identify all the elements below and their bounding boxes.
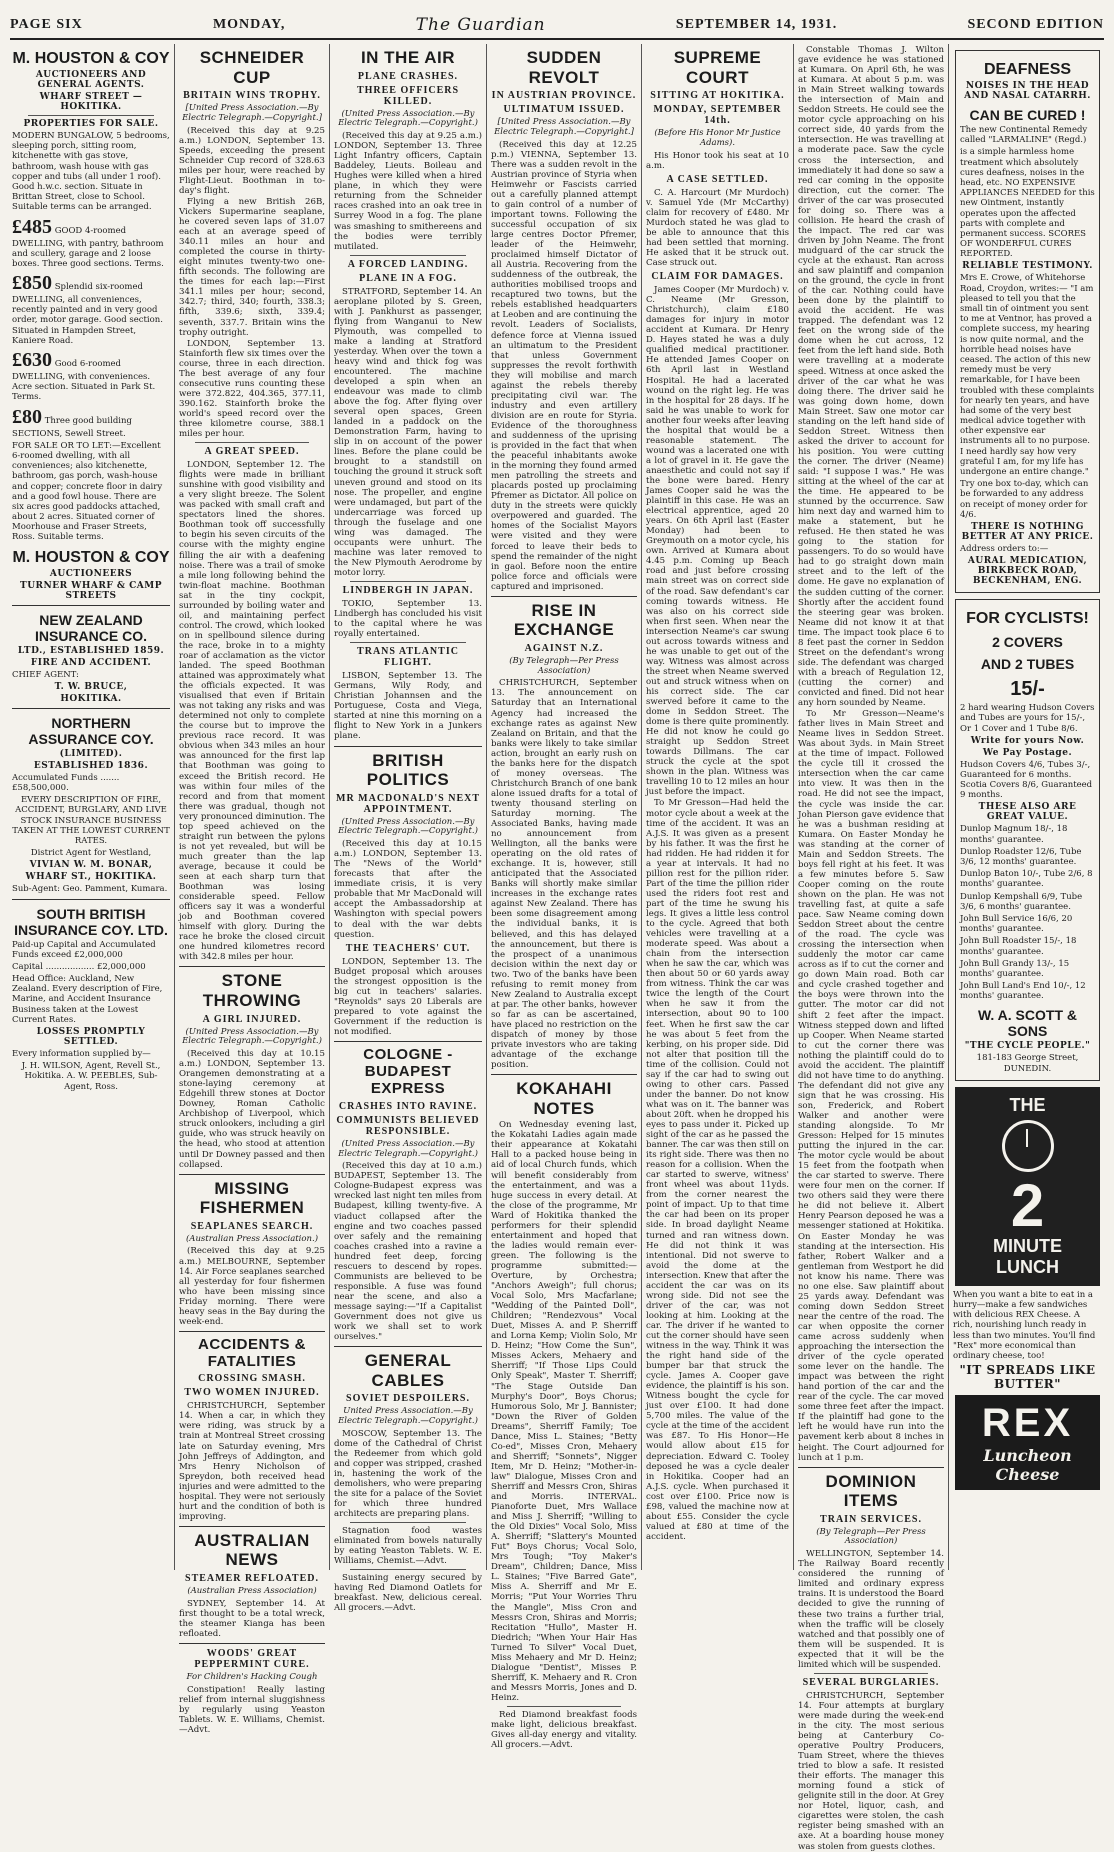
- subhead-speed: A GREAT SPEED.: [204, 446, 300, 458]
- article-text: CHRISTCHURCH, September 14. Four attempts at burglary were made during the week-end in the city. The most serious being at Canterbury Co-operative Poultry Producers, Tuam Street, where the thieves tried to blow a safe. It resisted their efforts. The manager this morning found a stick of gelignite still in the door. At Grey nor Hotel, liquor, cash, and cigarettes were stolen, the cash register being smashed with an axe. At a boarding house money was stolen from guests clothes.: [798, 1690, 944, 1852]
- subhead-trans: TRANS ATLANTIC FLIGHT.: [357, 646, 459, 669]
- deafness-try: Try one box to-day, which can be forwarded to any address on receipt of money order for 4/6.: [960, 479, 1089, 520]
- subhead-stone: A GIRL INJURED.: [202, 1013, 302, 1025]
- cyclists-tubes: AND 2 TUBES: [980, 656, 1075, 673]
- article-text: (Received this day at 10 a.m.) BUDAPEST, September 13. The Cologne-Budapest express was wrecked last night ten miles from Budapest, killing twenty-five. A viaduct collapsed after the engine and two coaches passed over safely and the remaining coaches crashed into a ravine a hundred feet deep, forcing rescuers to descend by ropes. Communists are believed to be responsible. A fuse was found near the scene, and also a message saying:—"If a Capitalist Government does not give us work we shall set to work ourselves.": [334, 1161, 482, 1343]
- paper-title: The Guardian: [415, 15, 546, 35]
- northern-agent: VIVIAN W. M. BONAR,: [29, 860, 153, 871]
- ad-woods-title: WOODS' GREAT PEPPERMINT CURE.: [194, 1647, 310, 1670]
- article-text: (Received this day at 9.25 a.m.) LONDON, September 13. Speeds, exceeding the present Schneider Cup record of 328.63 miles per hour, were reached by Flight-Lieut. Boothman in to-day's flight.: [179, 125, 325, 196]
- deafness-noises: NOISES IN THE HEAD AND NASAL CATARRH.: [964, 81, 1091, 101]
- subhead-fog: PLANE IN A FOG.: [359, 272, 457, 284]
- houston-auctioneers: AUCTIONEERS AND GENERAL AGENTS.: [35, 70, 147, 90]
- source-line: United Press Association.—By Electric Telegraph.—Copyright.): [338, 1406, 478, 1426]
- tyre-item: John Bull Roadster 15/-, 18 months' guarantee.: [960, 936, 1077, 957]
- cyclists-also: THESE ALSO ARE GREAT VALUE.: [978, 802, 1077, 823]
- cyclists-hard: 2 hard wearing Hudson Covers and Tubes are yours for 15/-, Or 1 Cover and 1 Tube 8/6.: [960, 703, 1095, 734]
- source-line: [United Press Association.—By Electric Telegraph.—Copyright.]: [494, 117, 634, 137]
- spreads-tagline: "IT SPREADS LIKE BUTTER": [959, 1363, 1096, 1392]
- cyclists-title: FOR CYCLISTS!: [966, 610, 1089, 628]
- scott-address: 181-183 George Street, DUNEDIN.: [976, 1053, 1079, 1074]
- houston-auctioneers-2: AUCTIONEERS: [49, 568, 133, 579]
- northern-every: EVERY DESCRIPTION OF FIRE, ACCIDENT, BURGLARY, AND LIVE STOCK INSURANCE BUSINESS TAKEN AT THE LOWEST CURRENT RATES.: [12, 795, 170, 846]
- subhead-burglaries: SEVERAL BURGLARIES.: [802, 1676, 940, 1688]
- subhead-train: TRAIN SERVICES.: [820, 1513, 922, 1525]
- article-text: STRATFORD, September 14. An aeroplane piloted by S. Green, with J. Pankhurst as passenger, flying from Wanganui to New Plymouth, was compelled to make a landing at Stratford yesterday. When over the town a heavy wind and thick fog was encountered. The machine developed a spin when an endeavour was made to climb above the fog. After flying over several open spaces, Green landed in a paddock on the Demonstration Farm, having to slip in on account of the power lines. Before the plane could be brought to a standstill on touching the ground it struck soft uneven ground and stood on its nose. The propeller, and engine were undamaged, but part of the undercarriage was forced up through the fuselage and one wing was damaged. The occupants were unhurt. The machine was later removed to the New Plymouth Aerodrome by motor lorry.: [334, 286, 482, 578]
- tyre-item: John Bull Land's End 10/-, 12 months' guarantee.: [960, 981, 1086, 1002]
- clock-icon: [1002, 1120, 1054, 1172]
- ad-woods-text: Constipation! Really lasting relief from internal sluggishness by regularly using Yeaston Tablets. W. E. Williams, Chemist.—Advt.: [179, 1684, 325, 1735]
- headline-politics: BRITISH POLITICS: [366, 750, 450, 790]
- northern-established: ESTABLISHED 1836.: [33, 760, 149, 771]
- day: MONDAY,: [212, 17, 286, 32]
- south-british-capital: Capital .................. £2,000,000: [12, 961, 146, 972]
- nz-insurance-established: LTD., ESTABLISHED 1859.: [17, 645, 165, 656]
- article-text: (Received this day at 10.15 a.m.) LONDON, September 13. Orangemen demonstrating at a stone-laying ceremony at Edgehill threw stones at Doctor Downey, Roman Catholic Archbishop of Liverpool, which struck onlookers, including a girl guide, who was struck heavily on the head, who stood at attention until Dr Downey passed and then collapsed.: [179, 1049, 325, 1170]
- losses-settled: LOSSES PROMPTLY SETTLED.: [36, 1027, 146, 1047]
- lunch-minute: MINUTE: [993, 1235, 1062, 1256]
- subhead-ravine: CRASHES INTO RAVINE.: [338, 1100, 478, 1112]
- subhead-ultimatum: ULTIMATUM ISSUED.: [503, 104, 625, 116]
- article-text: C. A. Harcourt (Mr Murdoch) v. Samuel Yde (Mr McCarthy) claim for recovery of £480. Mr Murdoch stated he was glad to be able to announce that this had been settled that morning. He asked that it be struck out. Case struck out.: [646, 187, 789, 269]
- page-number: PAGE SIX: [10, 17, 83, 32]
- deafness-reliable: RELIABLE TESTIMONY.: [962, 261, 1093, 272]
- headline-dominion: DOMINION ITEMS: [825, 1471, 917, 1511]
- listing-80: £80 Three good building SECTIONS, Sewell Street.: [12, 405, 132, 439]
- houston-title-2: M. HOUSTON & COY: [12, 548, 170, 566]
- edition: SECOND EDITION: [967, 17, 1104, 32]
- subhead-austrian: IN AUSTRIAN PROVINCE.: [491, 90, 637, 102]
- scott-tagline: "THE CYCLE PEOPLE.": [964, 1041, 1091, 1052]
- cyclists-ad: [955, 599, 1100, 1081]
- deafness-testimony: Mrs E. Crowe, of Whitehorse Road, Croydon, writes:— "I am pleased to tell you that the small tin of ointment you sent to me at Ventnor, has proved a complete success, my hearing is now quite normal, and the horrible head noises have ceased. The action of this new remedy must be very remarkable, for I have been troubled with these complaints for nearly ten years, and have had some of the very best medical advice together with other expensive ear instruments all to no purpose. I need hardly say how very grateful I am, for my life has undergone an entire change.": [960, 273, 1095, 477]
- source-line: (United Press Association.—By Electric Telegraph.—Copyright.): [338, 1138, 478, 1159]
- masthead: [10, 14, 1104, 36]
- column-6: [793, 44, 948, 1852]
- subhead-communists: COMMUNISTS BELIEVED RESPONSIBLE.: [336, 1114, 480, 1137]
- houston-title: M. HOUSTON & COY: [12, 50, 170, 67]
- for-sale-or-let: FOR SALE OR TO LET:—Excellent 6-roomed dwelling, with all conveniences; also kitchenette, bathroom, gas porch, wash-house and copper; concrete floor in dairy and a good fowl house. There are six acres good paddocks attached, about 2 acres. Situated corner of Moorhouse and Fraser Streets, Ross. Suitable terms.: [12, 440, 163, 543]
- masthead-rule: [10, 38, 1104, 40]
- lunch-two: 2: [1010, 1171, 1045, 1239]
- deafness-ad: [955, 50, 1100, 593]
- column-4: [486, 44, 641, 1751]
- cyclists-write: Write for yours Now.: [970, 735, 1085, 746]
- subhead-claim: CLAIM FOR DAMAGES.: [651, 271, 784, 283]
- subhead-missing: SEAPLANES SEARCH.: [190, 1220, 314, 1232]
- south-british-headoffice: Head Office: Auckland, New Zealand. Every description of Fire, Marine, and Accident Insurance Business taken at the Lowest Current Rates.: [12, 974, 163, 1025]
- listing-630: £630 Good 6-roomed DWELLING, with conveniences. Acre section. Situated in Park St. Terms.: [12, 349, 156, 403]
- subhead-before: (Before His Honor Mr Justice Adams).: [654, 128, 781, 148]
- deafness-title: DEAFNESS: [983, 61, 1072, 78]
- headline-exchange: RISE IN EXCHANGE: [513, 600, 615, 640]
- headline-accidents: ACCIDENTS & FATALITIES: [197, 1335, 306, 1371]
- source-line: (Australian Press Association): [187, 1586, 317, 1596]
- headline-schneider: SCHNEIDER CUP: [199, 48, 305, 87]
- article-text: (Received this day at 9.25 a.m.) LONDON, September 13. Three Light Infantry officers, Captain Baddeley, Lieuts. Boileau and Hughes were killed when a hired plane, in which they were returning from the Schneider races crashed into an oak tree in Surrey Wood in a fog. The plane was smashing to smithereens and the bodies were terribly mutilated.: [334, 131, 482, 252]
- chief-agent-label: CHIEF AGENT:: [12, 669, 79, 680]
- wilson-agent: J. H. WILSON, Agent, Revell St., Hokitika. A. W. PEEBLES, Sub-Agent, Ross.: [21, 1061, 161, 1092]
- subhead-teachers: THE TEACHERS' CUT.: [345, 942, 471, 954]
- subhead-sitting: SITTING AT HOKITIKA.: [650, 90, 785, 102]
- two-minute-lunch-ad: [955, 1087, 1100, 1286]
- source-line: (By Telegraph—Per Press Association): [816, 1526, 926, 1547]
- south-british-title: SOUTH BRITISH INSURANCE COY. LTD.: [14, 905, 168, 938]
- advert-yeaston: Stagnation food wastes eliminated from bowels naturally by eating Yeaston Tablets. W. E. Williams, Chemist.—Advt.: [334, 1526, 482, 1567]
- subhead-two-women: TWO WOMEN INJURED.: [184, 1387, 320, 1399]
- page-columns: [8, 44, 1106, 1852]
- properties-heading: PROPERTIES FOR SALE.: [23, 119, 159, 129]
- article-text: LONDON, September 12. The flights were made in brilliant sunshine with good visibility and a very slight breeze. The Solent was packed with small craft and spectators lined the shores. Boothman took off successfully to begin his seven circuits of the course with the mighty engine filling the air with a deafening noise. There was a trail of smoke a mile long following behind the twin-float machine. Boothman sat in the tiny cockpit, surrounded by boiling water and oil, and maintaining perfect control. The crowd, which looked on in spellbound silence during the race, broke in to a mighty roar of acclamation as the victor landed. The speed Boothman attained was approximately what the officials expected. It was visualised that even if Britain was not taking any risks and was determined not only to complete the course but to improve the previous race record. It was obvious when 343 miles an hour was announced for the first lap that Boothman was going to exceed the British record. He was within four miles of the record and from that moment there was gradual, though not very pronounced diminution. The top speed achieved on the straight run between the pylons is not yet revealed, but will be much greater than the lap average, because it could be seen at each sharp turn that Boothman was losing considerable speed. Fellow officers say it was a wonderful job and Boothman covered himself with glory. During the race he broke the closed circuit one hundred kilometres record with 342.8 miles per hour.: [179, 460, 325, 963]
- every-info: Every information supplied by—: [12, 1049, 151, 1059]
- headline-cologne: COLOGNE - BUDAPEST EXPRESS: [363, 1045, 453, 1098]
- cyclists-covers: 2 COVERS: [992, 634, 1063, 651]
- northern-limited: (LIMITED).: [59, 748, 123, 759]
- subhead-mac: MR MACDONALD'S NEXT APPOINTMENT.: [336, 792, 480, 815]
- article-text: (Received this day at 9.25 a.m.) MELBOURNE, September 14. Air Force seaplanes searched all yesterday for four fishermen who have been missing since Friday morning. There were heavy seas in the Bay during the week-end.: [179, 1246, 325, 1327]
- advert-red-diamond: Sustaining energy secured by having Red Diamond Oatlets for breakfast. New, delicious cereal. All grocers.—Advt.: [334, 1573, 482, 1614]
- lunch-text: When you want a bite to eat in a hurry—make a few sandwiches with delicious REX Cheese. A rich, nourishing lunch ready in less than two minutes. You'll find "Rex" more economical than ordinary cheese, too!: [953, 1289, 1096, 1361]
- subhead-against: AGAINST N.Z.: [524, 642, 604, 654]
- headline-australian: AUSTRALIAN NEWS: [194, 1530, 310, 1570]
- headline-missing: MISSING FISHERMEN: [199, 1178, 305, 1218]
- article-text: His Honor took his seat at 10 a.m.: [646, 150, 789, 171]
- source-line: (By Telegraph—Per Press Association): [509, 655, 619, 676]
- chief-agent-town: HOKITIKA.: [60, 693, 122, 704]
- headline-revolt: SUDDEN REVOLT: [526, 48, 602, 87]
- subhead-crashes: PLANE CRASHES.: [357, 70, 459, 82]
- chief-agent-name: T. W. BRUCE,: [54, 681, 128, 692]
- houston-wharf: WHARF STREET — HOKITIKA.: [39, 92, 143, 112]
- ad-woods-sub: For Children's Hacking Cough: [186, 1671, 318, 1682]
- south-british-paidup: Paid-up Capital and Accumulated Funds exceed £2,000,000: [12, 939, 156, 960]
- column-ads-left: [8, 44, 174, 1570]
- article-text: To Mr Gresson—Had held the motor cycle about a week at the time of the accident. It was an A.J.S. It was given as a present by his father. It was the first he had ridden. He had ridden it for a year at intervals. It had no pillion rest for the pillion rider. Part of the time the pillion rider used the riders foot rest and part of the time he swung his legs. It gives a little less control to the cycle. Agreed that both vehicles were travelling at a moderate speed. Was about a chain from the intersection when he saw the car, which was then about 50 or 60 yards away from witness. Think the car was twice the length of the Court when he saw it from the intersection, about 90 to 100 feet. When he first saw the car he was about 5 feet from the kerbing, on his proper side. Did not alter that position till the time of the collision. Could not say if the car had to swing out owing to other cars. Passed under the banner. Do not know what was on it. The banner was about 20ft. when he dropped his eyes to pass under it. Picked up sight of the car as he passed the banner. The car was then still on its right side. There was then no reason for a collision. When the car started to swerve, witness' front wheel was about 11yds. from the corner nearest the point of impact. Up to that time the car had been on its proper side. In broad daylight Neame turned and ran witness down. He did not think it was intentional. Did not swerve to avoid the dome at the intersection. Knew that after the accident the car was on its wrong side. Did not see the driver of the car, was not looking at him. Looking at the car. The driver if he wanted to cut the corner should have seen witness in the way. Think it was the right hand side of the bumper bar that struck the cycle. James A. Cooper gave evidence, the plaintiff is his son. Witness bought the cycle for just over £100. It had done 5,700 miles. The value of the cycle at the time of the accident was £87. To His Honor—He would allow about £15 for depreciation. Edward C. Tooley deposed he was a cycle dealer in Hokitika. Cooper had an A.J.S. cycle. When purchased it cost over £100. Price now is £98, valued the machine now at about £55. Consider the cycle valued at £80 at time of the accident.: [646, 798, 789, 1542]
- article-text: (Received this day at 12.25 p.m.) VIENNA, September 13. There was a sudden revolt in the Austrian province of Styria when Heimwehr or Fascists carried out a carefully planned attempt to gain control of a number of important towns. Following the successful occupation of six large centres Doctor Pfremer, leader of the Heimwehr, proclaimed himself Dictator of all Austria. Recovering from the suddenness of the outbreak, the authorities mobilised troops and recaptured two towns, but the rebels established headquarters at Leoben and are continuing the revolt. Leaders of Socialists, defence force at Vienna issued an ultimatum to the President that unless Government suppresses the revolt forthwith they will mobilise and march against the rebels thereby precipitating civil war. The industry and even artillery division are en route for Styria. Evidence of the thoroughness and suddenness of the uprising is provided in the fact that when the peaceful inhabitants awoke in the morning they found armed men patrolling the streets and placards posted up proclaiming Pfremer as Dictator. All police on duty in the streets were quickly overpowered and guarded. The homes of the Socialist Mayors were visited and they were forced to leave their beds to spend the remainder of the night in gaol. Before noon the entire police force and officials were captured and imprisoned.: [491, 139, 637, 592]
- article-text: WELLINGTON, September 14. The Railway Board recently considered the running of limited and ordinary express trains. It is understood the Board decided to give the running of these two trains a further trial, when the traffic will be closely watched and that possibly one of them will be suspended. It is expected that it will be the limited which will be suspended.: [798, 1549, 944, 1670]
- subhead-forced: A FORCED LANDING.: [347, 258, 469, 270]
- lunch-lunch: LUNCH: [996, 1256, 1059, 1277]
- article-text: CHRISTCHURCH, September 14. When a car, in which they were riding, was struck by a train at Montreal Street crossing late on Saturday evening, Mrs John Jeffreys of Addington, and Mrs Henry Nicholson of Spreydon, both received head injuries and were admitted to the hospital. They were not seriously hurt and the condition of both is improving.: [179, 1401, 326, 1522]
- northern-wharf: WHARF ST., HOKITIKA.: [25, 872, 157, 883]
- northern-funds: Accumulated Funds ....... £58,500,000.: [12, 772, 120, 793]
- column-5: [641, 44, 793, 1570]
- article-text: Flying a new British 26B, Vickers Supermarine seaplane, he covered seven laps of 31.07 each at an average speed of 340.11 miles an hour and completed the course in thirty-eight minutes twenty-two one-fifth seconds. The following are the times for each lap:—First 341.1 miles per hour; second, 342.7; third, 340; fourth, 338.3; fifth, 339.6; sixth, 339.4; seventh, 337.7. Britain wins the trophy outright.: [179, 196, 325, 338]
- advert-red-diamond: Red Diamond breakfast foods make light, delicious breakfast. Gives all-day energy and vitality. All grocers.—Advt.: [491, 1710, 637, 1751]
- deafness-address: AURAL MEDICATION, BIRKBECK ROAD, BECKENHAM, ENG.: [967, 556, 1088, 587]
- lunch-the: THE: [1009, 1094, 1046, 1115]
- rex-logo: [955, 1395, 1100, 1490]
- article-text: Constable Thomas J. Wilton gave evidence he was stationed at Kumara. On April 6th, he was at Kumara. At about 5 p.m. was in Main Street walking towards the intersection of Main and Seddon Streets. He could see the motor cycle approaching on his correct side, 40 yards from the intersection. He was travelling at a moderate pace. Saw the cycle cross the intersection, and immediately it had done so saw a red car coming in the opposite direction, cut the corner. The driver of the car was prosecuted for doing so. There was a collision. He heard the crash of the impact. The red car was driven by John Neame. The front mudguard of the car struck the cycle at the exhaust. Ran across and saw plaintiff and companion on the ground, the cycle in front of the car. Nothing could have been done by the plaintiff to avoid the accident. He was trapped. The defendant was 12 feet on the wrong side of the dome when he cut across, 12 feet from the left hand side. Both were travelling at a moderate speed. Witness at once asked the driver of the car what he was doing there. The driver said he was going down home, down Main Street. Saw one motor car standing on the left hand side of Seddon Street. Witness then asked the driver to account for his position. You were cutting the corner. The driver (Neame) said: "I suppose I was." He was sitting at the wheel of the car at the time. He appeared to be stunned by the occurrence. Saw him next day and warned him to make a statement, but he refused. He then stated he was going to the station for passengers. To do so would have had to go straight down main street and to the left of the dome. He gave no explanation of the sudden cutting of the corner. Shortly after the accident found the steering gear was broken. Neame did not know it at that time. The impact took place 6 to 8 feet past the corner in Seddon Street on the defendant's wrong side. The defendant was charged with a breach of Regulation 12, (cutting the corner) and convicted and fined. Did not hear any horn sounded by Neame.: [798, 45, 944, 709]
- source-line: (United Press Association.—By Electric Telegraph.—Copyright.): [182, 1026, 322, 1047]
- tyre-item: Dunlop Baton 10/-, Tube 2/6, 8 months' guarantee.: [960, 869, 1093, 890]
- deafness-nothing: THERE IS NOTHING BETTER AT ANY PRICE.: [961, 521, 1094, 542]
- headline-stone: STONE THROWING: [202, 971, 302, 1010]
- listing-485: £485 GOOD 4-roomed DWELLING, with pantry, bathroom and scullery, garage and 2 loose boxes. Three good sections. Terms.: [12, 215, 164, 269]
- article-text: To Mr Gresson—Neame's father lives in Main Street and Neame lives in Seddon Street. Was about 3yds. in Main Street at the time of impact. Followed the cycle till it crossed the intersection when the car came into view. It was then in the road. He did not see the impact, the cycle was inside the car. Johan Pierson gave evidence that he was a bushman residing at Kumara. On Easter Monday he was standing at the corner of Main and Seddon Streets. The boys fell right at his feet. It was a few minutes before 5. Saw Cooper coming on the route shown on the plan. He was not travelling fast, at quite a safe pace. Saw Neame coming down Seddon Street about the centre of the road. The cycle was crossing the intersection when suddenly the motor car came across as if to cut the corner and go down Main road. Both car and cycle crashed together and the boys were thrown into the gutter. The motor car did not shift 2 feet after the impact. Witness stepped down and lifted up Cooper. When Neame started to cut the corner there was nothing the plaintiff could do to avoid the accident. The plaintiff did not have time to do anything. The defendant did not give any sign that he was crossing. His son, Frederick, and Robert Walker and another were standing alongside. To Mr Gresson: Helped for 15 minutes putting the injured in the car. The motor cycle would be about 15 feet from the footpath when the car started to swerve. There were four men on the corner. If two others said they were there he did not believe it. Albert Henry Pearson deposed he was a messenger stationed at Hokitika. On Easter Monday he was standing at the intersection. His father, Robert Walker and a gentleman from Westport he did not know his name. There was no one else. Saw plaintiff about 25 yards away. Defendant was coming down Seddon Street near the centre of the road. The car when opposite the corner came across suddenly when approaching the intersection the driver of the cycle operated some lever on the handle. The impact was between the right hand portion of the car and the rear of the cycle. The car moved some three feet after the impact. If the plaintiff had gone to the left he would have run into the pavement kerb about 8 inches in height. The Court adjourned for lunch at 1 p.m.: [798, 709, 944, 1463]
- cyclists-hudson: Hudson Covers 4/6, Tubes 3/-, Guaranteed for 6 months. Scotia Covers 8/6, Guaranteed 9 months.: [960, 759, 1093, 801]
- column-ads-right: [948, 44, 1106, 1570]
- rex-word: REX: [981, 1401, 1074, 1446]
- tyre-item: John Bull Grandy 13/-, 15 months' guarantee.: [960, 958, 1070, 979]
- source-line: [United Press Association.—By Electric Telegraph.—Copyright.]: [182, 103, 322, 123]
- source-line: (Australian Press Association.): [185, 1233, 319, 1244]
- deafness-remedy: The new Continental Remedy called "LARMALINE" (Regd.): [960, 125, 1088, 146]
- deafness-remedy-text: is a simple harmless home treatment which absolutely cures deafness, noises in the head, etc. NO EXPENSIVE APPLIANCES NEEDED for this new Ointment, instantly operates upon the affected parts with complete and permanent success. SCORES OF WONDERFUL CURES REPORTED.: [960, 147, 1095, 260]
- article-text: TOKIO, September 13. Lindbergh has concluded his visit to the capital where he was royally entertained.: [334, 599, 482, 640]
- cyclists-postage: We Pay Postage.: [982, 747, 1073, 758]
- headline-kokatahi: KOKAHAHI NOTES: [516, 1079, 612, 1118]
- subhead-case: A CASE SETTLED.: [666, 173, 769, 185]
- northern-subagent: Sub-Agent: Geo. Pamment, Kumara.: [12, 884, 168, 895]
- modern-bungalow: MODERN BUNGALOW, 5 bedrooms, sleeping porch, sitting room, kitchenette with gas stove, bathroom, wash house with gas copper and tubs (all under 1 roof). Good h.w.c. section. Situate in Brittan Street, close to School. Suitable terms can be arranged.: [12, 131, 170, 213]
- northern-title: NORTHERN ASSURANCE COY.: [28, 714, 154, 747]
- article-text: (Received this day at 10.15 a.m.) LONDON, September 13. The "News of the World" forecasts that after the immediate crisis, it is very probable that Mr MacDonald will accept the Ambassadorship at Washington with special powers to deal with the war debts question.: [334, 839, 482, 940]
- source-line: (United Press Association.—By Electric Telegraph.—Copyright.): [338, 816, 478, 837]
- cyclists-price: 15/-: [1010, 678, 1045, 701]
- article-text: James Cooper (Mr Murdoch) v. C. Neame (Mr Gresson, Christchurch), claim £180 damages for injury in motor accident at Kumara. Dr Henry D. Hayes stated he was a duly qualified medical practitioner. He attended James Cooper on 6th April last in Westland Hospital. He had a lacerated wound on the right leg. He was in the hospital for 28 days. If he said he was unable to work for another four weeks after leaving the hospital that would be a reasonable statement. The wound was a lacerated one with a lot of gravel in it. He gave the anaesthetic and could not say if the bone were bared. Henry James Cooper said he was the plaintiff in this case. He was an electrical apprentice, aged 20 years. On 6th April last (Easter Monday) had been to Greymouth on a motor cycle, his own. Arrived at Kumara about 4.45 p.m. Coming up Beach road and just before crossing main street was on correct side of the road. Saw defendant's car coming towards witness. He was also on his correct side when first seen. When near the intersection Neame's car swung out across towards witness and he was unable to get out of the way. Witness was almost across the street when Neame swerved out and struck witness when on his correct side. The car swerved before it came to the dome in Seddon Street. The dome is there quite prominently. He did not know he could go straight up Seddon Street towards Dillmans. The car struck the cycle at the spot shown in the plan. Witness was travelling 10 to 12 miles an hour just before the impact.: [646, 285, 789, 798]
- subhead-crossing: CROSSING SMASH.: [198, 1373, 306, 1385]
- headline-cables: GENERAL CABLES: [364, 1351, 452, 1390]
- tyre-item: Dunlop Kempshall 6/9, Tube 3/6, 6 months' guarantee.: [960, 891, 1083, 912]
- listing-850: £850 Splendid six-roomed DWELLING, all conveniences, recently painted and in very good order, motor garage. Good section. Situated in Hampden Street, Kaniere Road.: [12, 272, 163, 346]
- headline-air: IN THE AIR: [360, 48, 456, 67]
- article-text: LONDON, September 13. The Budget proposal which arouses the strongest opposition is the big cut in teachers' salaries. "Reynolds" says 20 Liberals are prepared to vote against the Government if the reduction is not modified.: [334, 956, 482, 1037]
- article-text: LISBON, September 13. The Germans, Wily Rody, and Christian Johannsen and the Portuguese, Costa and Viega, started at nine this morning on a flight to New York in a Junkers plane.: [334, 671, 482, 742]
- subhead-soviet: SOVIET DESPOILERS.: [346, 1393, 470, 1405]
- nz-insurance-title: NEW ZEALAND INSURANCE CO.: [34, 611, 147, 644]
- subhead-lindbergh: LINDBERGH IN JAPAN.: [342, 585, 474, 596]
- column-2: [174, 44, 329, 1735]
- source-line: (United Press Association.—By Electric Telegraph.—Copyright.): [338, 108, 478, 129]
- northern-district: District Agent for Westland,: [30, 848, 152, 859]
- subhead-date: MONDAY, SEPTEMBER 14th.: [653, 104, 782, 127]
- headline-supreme: SUPREME COURT: [673, 48, 762, 87]
- date: SEPTEMBER 14, 1931.: [675, 17, 838, 32]
- subhead-steamer: STEAMER REFLOATED.: [185, 1573, 319, 1584]
- article-text: On Wednesday evening last, the Kokatahi Ladies again made their appearance at Kokatahi Hall to a packed house being in aid of local Church funds, which will benefit considerably from the entertainment, and was a huge success in every detail. At the close of the programme, Mr Ward of Hokitika thanked the performers for their splendid entertainment and hoped that the ladies would remain ever-green. The following is the programme submitted:— Overture, by Orchestra; "Anchors Aweigh"; full chorus; Vocal Solo, Mrs Macfarlane; "Wedding of the Painted Doll", Children; "Rendezvous" Vocal Duet, Misses A. and P. Sherriff and Lorna Kemp; Violin Solo, Mr D. Heinz; "How Come the Sun", Misses Ackers, Mehaery and Sherriff; "If Those Lips Could Only Speak", Master T. Sherriff; "The Stage Outside Dan Murphy's Door", Boys Chorus; Humorous Solo, Mr J. Bannister; "Down the River of Golden Dreams", Sherriff Family; Toe Dance, Miss L. Staines; "Betty Co-ed", Misses Cron, Mehaery and Sherriff; "Sonnets", Nigger Item, Mr D. Heinz; "Mother-in-law" Dialogue, Misses Cron and Sherriff and Messrs Cron, Shiras and Morris. INTERVAL. Pianoforte Duet, Mrs Wallace and Miss J. Sherriff; "Willing to the Old Dixies" Vocal Solo, Miss A. Sherriff; "Slattery's Mounted Fut" Boys Chorus; Vocal Solo, Mrs Tough; "Toy Maker's Dream", Children; Dance, Miss L. Staines; "Five Barred Gate", Miss A. Sherriff and Mr E. Morris; "Put Your Worries Thru the Mangle", Miss Cron and Messrs Cron, Shiras and Morris; Recitation "Hullo", Master H. Diedrich; "When Your Hair Has Turned To Silver" Vocal Duet, Miss Mehaery and Mr D. Heinz; Dialogue "Dentist", Misses P. Sherriff, K. Mehaery and R. Cron and Messrs Morris, Jones and D. Heinz.: [491, 1120, 637, 1703]
- article-text: CHRISTCHURCH, September 13. The announcement on Saturday that an International Agency had increased the exchange rates as against New Zealand on Britain, and that the banks were likely to take similar action, brought an early rush on the banks here for the dispatch of money overseas. The Christchurch Branch of one bank alone issued drafts for a total of twenty thousand sterling on Saturday morning. The Associated Banks, having made no announcement from Wellington, all the banks were operating on the old rates of exchange. It is, however, still anticipated that the Associated Banks will shortly make similar increases in the exchange rates against New Zealand. There has been some disagreement among the individual banks, it is believed, and this has delayed the announcement, but there is the prospect of a unanimous decision within the next day or two. Two of the banks have been refusing to remit money from New Zealand to Australia except at par. The other banks, however so far as can be ascertained, have placed no restriction on the dispatch of money by those private investors who are taking advantage of the exchange position.: [491, 678, 637, 1071]
- column-3: [329, 44, 486, 1614]
- subhead-schneider: BRITAIN WINS TROPHY.: [183, 90, 321, 102]
- deafness-address-label: Address orders to:—: [960, 543, 1049, 554]
- turner-wharf: TURNER WHARF & CAMP STREETS: [20, 580, 162, 601]
- scott-title: W. A. SCOTT & SONS: [977, 1007, 1078, 1040]
- article-text: MOSCOW, September 13. The dome of the Cathedral of Christ the Redeemer from which gold and copper was stripped, crashed in, hastening the work of the demolishers, who were preparing the site for a palace of the Soviet for which three hundred architects are preparing plans.: [334, 1428, 482, 1520]
- luncheon-cheese: Luncheon Cheese: [983, 1446, 1072, 1485]
- tyre-item: John Bull Service 16/6, 20 months' guarantee.: [960, 913, 1073, 935]
- article-text: LONDON, September 13. Stainforth flew six times over the course, three in each direction. The best average of any four consecutive runs counting these were 372.822, 404.365, 377.11, 390.162. Stainforth broke the world's speed record over the three kilometre course, 388.1 miles per hour.: [179, 338, 325, 440]
- deafness-cured: CAN BE CURED !: [969, 107, 1086, 123]
- tyre-item: Dunlop Magnum 18/-, 18 months' guarantee.: [960, 824, 1068, 845]
- fire-accident: FIRE AND ACCIDENT.: [30, 657, 152, 668]
- tyre-item: Dunlop Roadster 12/6, Tube 3/6, 12 months' guarantee.: [960, 846, 1082, 867]
- article-text: SYDNEY, September 14. At first thought to be a total wreck, the steamer Kianga has been refloated.: [179, 1598, 325, 1639]
- subhead-three: THREE OFFICERS KILLED.: [356, 84, 460, 107]
